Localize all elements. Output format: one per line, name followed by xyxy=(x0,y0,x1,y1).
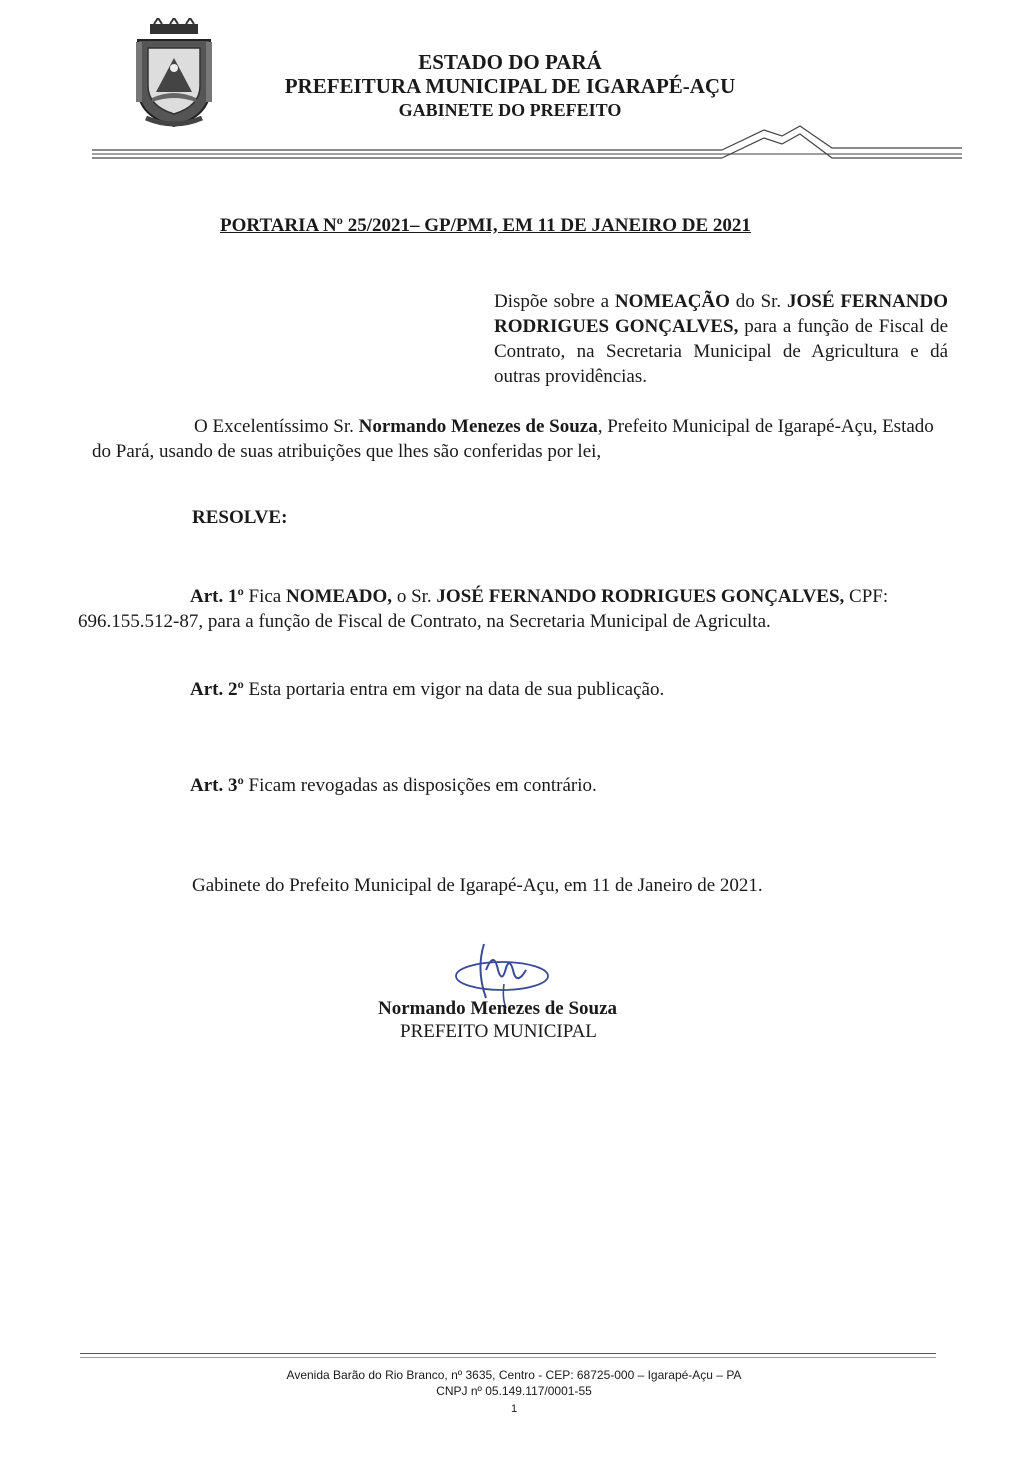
document-title: PORTARIA Nº 25/2021– GP/PMI, EM 11 DE JANEIRO DE 2021 xyxy=(220,215,751,236)
signatory-name: Normando Menezes de Souza xyxy=(378,998,618,1019)
closing-line: Gabinete do Prefeito Municipal de Igarapé-Açu, em 11 de Janeiro de 2021. xyxy=(192,875,763,896)
article-3: Art. 3º Ficam revogadas as disposições em contrário. xyxy=(190,775,597,796)
resolve-heading: RESOLVE: xyxy=(192,507,288,528)
preamble: O Excelentíssimo Sr. Normando Menezes de Souza, Prefeito Municipal de Igarapé-Açu, Estado do Pará, usando de suas atribuições que lhes são conferidas por lei, xyxy=(92,416,934,462)
signatory-role: PREFEITO MUNICIPAL xyxy=(400,1021,597,1042)
header-rule xyxy=(92,122,962,167)
coat-of-arms-icon xyxy=(132,18,216,130)
header-office: GABINETE DO PREFEITO xyxy=(398,100,622,120)
header-prefecture: PREFEITURA MUNICIPAL DE IGARAPÉ-AÇU xyxy=(284,74,736,98)
ementa: Dispõe sobre a NOMEAÇÃO do Sr. JOSÉ FERNANDO RODRIGUES GONÇALVES, para a função de Fiscal de Contrato, na Secretaria Municipal de Agricultura e dá outras providências. xyxy=(494,291,949,387)
page-number: 1 xyxy=(510,1403,518,1415)
footer-address: Avenida Barão do Rio Branco, nº 3635, Centro - CEP: 68725-000 – Igarapé-Açu – PA xyxy=(286,1368,742,1382)
header-state: ESTADO DO PARÁ xyxy=(418,50,602,74)
article-1: Art. 1º Fica NOMEADO, o Sr. JOSÉ FERNANDO RODRIGUES GONÇALVES, CPF: 696.155.512-87, para a função de Fiscal de Contrato, na Secretaria Municipal de Agriculta. xyxy=(78,586,889,632)
article-2: Art. 2º Esta portaria entra em vigor na data de sua publicação. xyxy=(190,679,665,700)
footer-cnpj: CNPJ nº 05.149.117/0001-55 xyxy=(436,1384,592,1398)
footer-rule xyxy=(80,1353,936,1358)
